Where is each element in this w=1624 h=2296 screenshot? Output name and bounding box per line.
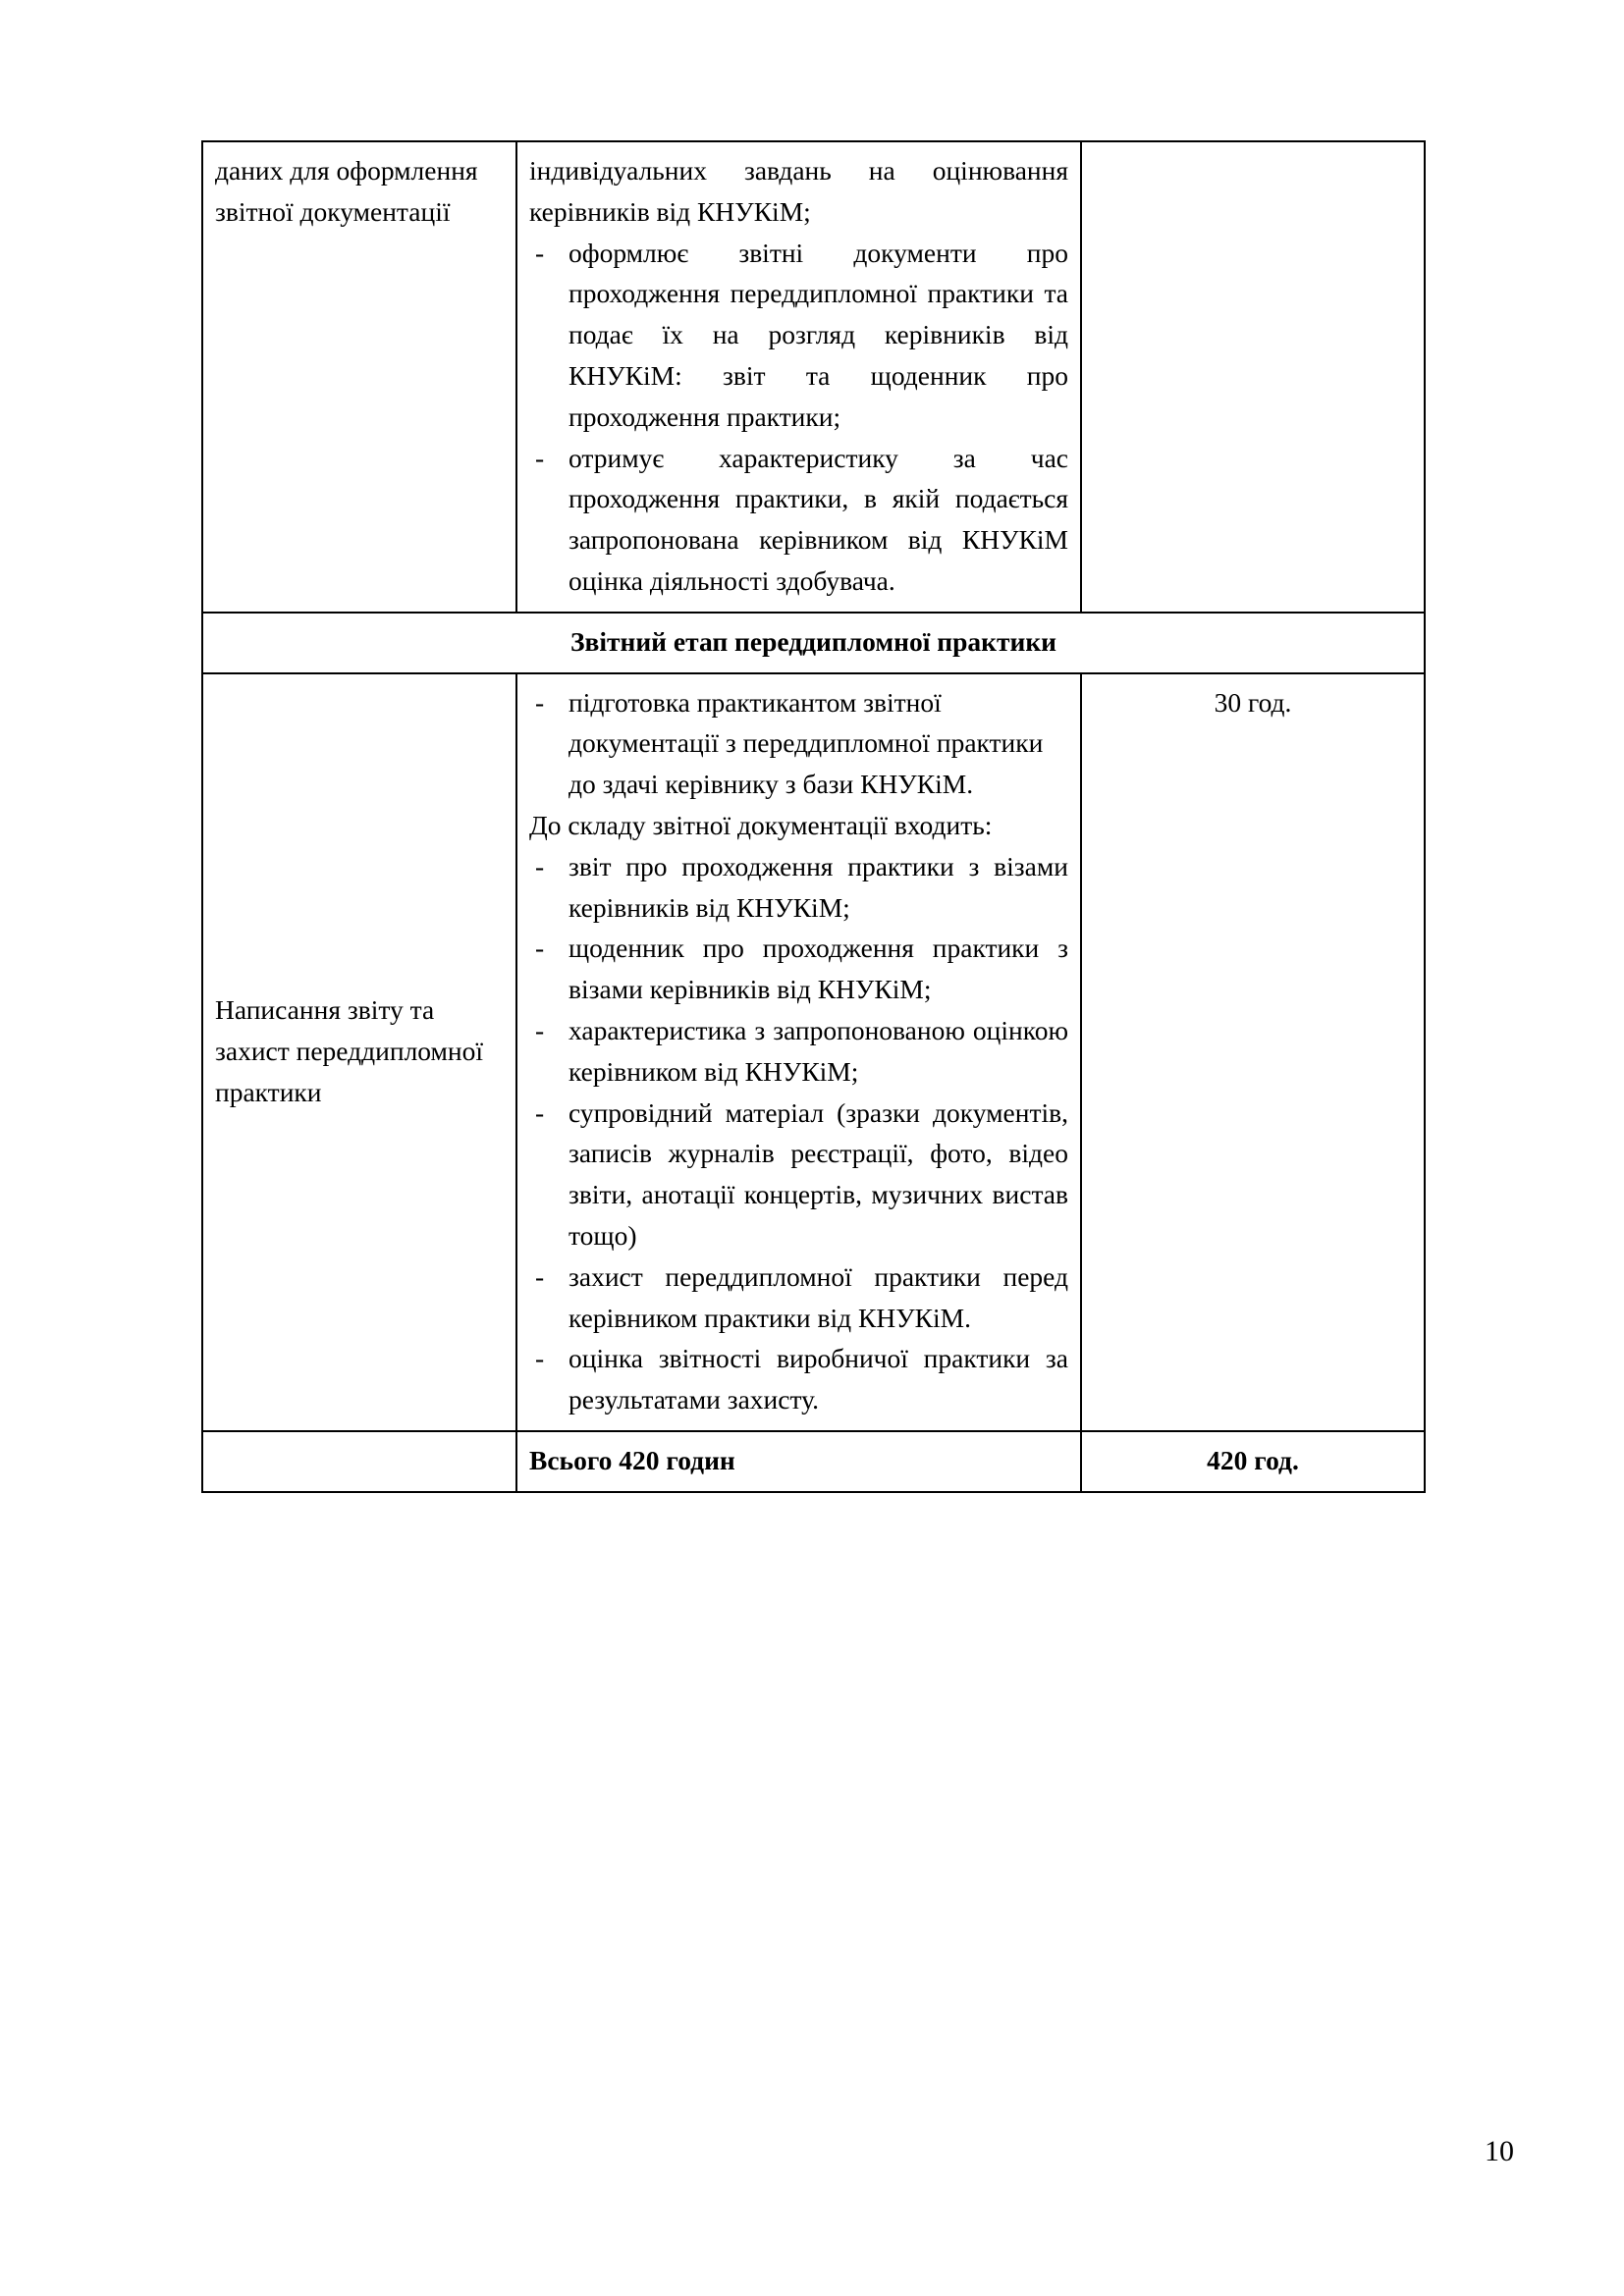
total-hours-cell: 420 год.: [1081, 1431, 1425, 1492]
row-hours-cell: 30 год.: [1081, 673, 1425, 1431]
page-number: 10: [1485, 2135, 1514, 2167]
table-total-row: [202, 1431, 1425, 1492]
table: [201, 140, 1426, 1493]
continuation-text: індивідуальних завдань на оцінювання керівників від КНУКіМ;: [529, 155, 1068, 227]
row-description-cell: [516, 673, 1081, 1431]
row-stage-label-cell: [202, 141, 516, 613]
list-intro-text: До складу звітної документації входить:: [529, 809, 993, 840]
table-row: [202, 673, 1425, 1431]
list-item: - характеристика з запропонованою оцінкою керівником від КНУКіМ;: [529, 1010, 1068, 1093]
list-item: - звіт про проходження практики з візами керівників від КНУКіМ;: [529, 846, 1068, 929]
table-section-header-row: [202, 613, 1425, 673]
practice-schedule-table: [201, 140, 1424, 1493]
description-list: [529, 233, 1068, 602]
row-description-cell: [516, 141, 1081, 613]
row-hours-cell: [1081, 141, 1425, 613]
section-header-title: Звітний етап переддипломної практики: [202, 613, 1425, 673]
description-list-secondary: [529, 846, 1068, 1420]
table-row: [202, 141, 1425, 613]
stage-label-text: Написання звіту та захист переддипломної практики: [215, 994, 484, 1107]
list-item: - оформлює звітні документи про проходження переддипломної практики та подає їх на розгляд керівників від КНУКіМ: звіт та щоденник про проходження практики;: [529, 233, 1068, 438]
list-item: - щоденник про проходження практики з візами керівників від КНУКіМ;: [529, 928, 1068, 1010]
list-item: - супровідний матеріал (зразки документів, записів журналів реєстрації, фото, відео звіти, анотації концертів, музичних вистав тощо): [529, 1093, 1068, 1256]
list-item: - захист переддипломної практики перед керівником практики від КНУКіМ.: [529, 1256, 1068, 1339]
list-item: - оцінка звітності виробничої практики за результатами захисту.: [529, 1338, 1068, 1420]
total-empty-cell: [202, 1431, 516, 1492]
stage-label-text: даних для оформлення звітної документації: [215, 155, 478, 227]
row-stage-label-cell: [202, 673, 516, 1431]
total-label-cell: Всього 420 годин: [516, 1431, 1081, 1492]
list-item: - підготовка практикантом звітної документації з переддипломної практики до здачі керівнику з бази КНУКіМ.: [529, 682, 1068, 805]
list-item: - отримує характеристику за час проходження практики, в якій подається запропонована керівником від КНУКіМ оцінка діяльності здобувача.: [529, 438, 1068, 602]
description-list-primary: [529, 682, 1068, 805]
